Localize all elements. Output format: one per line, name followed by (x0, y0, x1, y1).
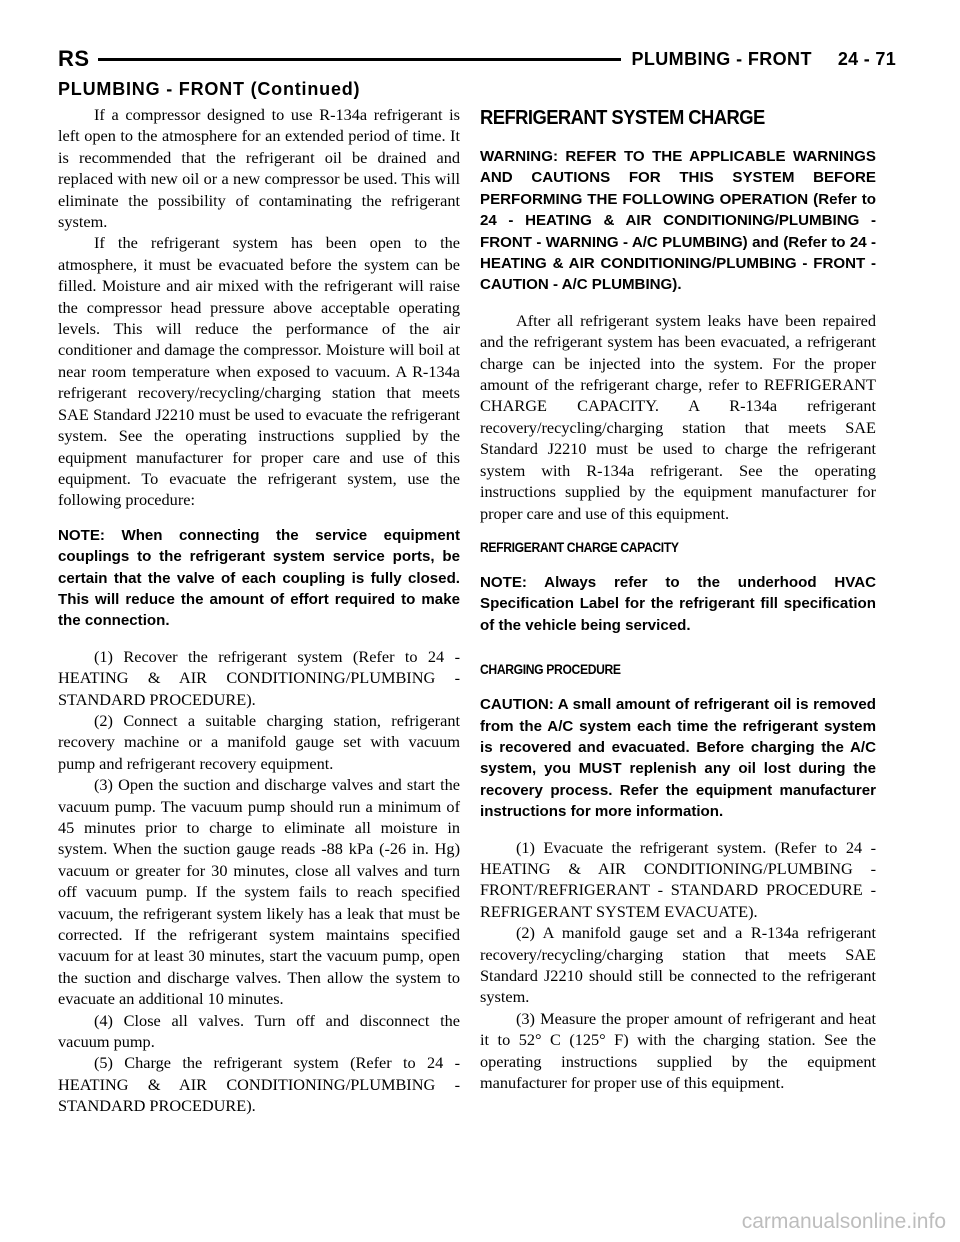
note-box: NOTE: When connecting the service equipment couplings to the refrigerant system service ports, be certain that the valve of each coupling is fully closed. This will reduce the amount of effort required to make the connection. (58, 526, 460, 630)
page-number: 24 - 71 (837, 48, 896, 69)
step-item: (4) Close all valves. Turn off and disconnect the vacuum pump. (58, 1010, 460, 1052)
step-item: (1) Evacuate the refrigerant system. (Refer to 24 - HEATING & AIR CONDITIONING/PLUMBING - FRONT/REFRIGERANT - STANDARD PROCEDURE - REFRIGERANT SYSTEM EVACUATE). (480, 837, 876, 921)
warning-box: WARNING: REFER TO THE APPLICABLE WARNINGS AND CAUTIONS FOR THIS SYSTEM BEFORE PERFORMING THE FOLLOWING OPERATION (Refer to 24 - HEATING & AIR CONDITIONING/PLUMBING - FRONT - WARNING - A/C PLUMBING) and (Refer to 24 - HEATING & AIR CONDITIONING/PLUMBING - FRONT - CAUTION - A/C PLUMBING). (480, 148, 876, 294)
section-code: RS (58, 46, 90, 71)
subheading-capacity: REFRIGERANT CHARGE CAPACITY (480, 539, 679, 555)
page-header (58, 44, 896, 74)
step-item: (2) A manifold gauge set and a R-134a refrigerant recovery/recycling/charging station that meets SAE Standard J2210 should still be connected to the refrigerant system. (480, 923, 876, 1007)
watermark: carmanualsonline.info (741, 1210, 946, 1233)
paragraph: If the refrigerant system has been open to the atmosphere, it must be evacuated before the system can be filled. Moisture and air mixed with the refrigerant will raise the compressor head pressure above acceptable operating levels. This will reduce the performance of the air conditioner and damage the compressor. Moisture will boil at near room temperature when exposed to vacuum. A R-134a refrigerant recovery/recycling/charging station that meets SAE Standard J2210 must be used to evacuate the refrigerant system. See the operating instructions supplied by the equipment manufacturer for proper care and use of this equipment. To evacuate the refrigerant system, use the following procedure: (58, 233, 460, 510)
step-item: (5) Charge the refrigerant system (Refer to 24 - HEATING & AIR CONDITIONING/PLUMBING - STANDARD PROCEDURE). (58, 1053, 460, 1116)
left-column (58, 104, 460, 1117)
step-item: (3) Measure the proper amount of refrigerant and heat it to 52° C (125° F) with the charging station. See the operating instructions supplied by the equipment manufacturer for proper use of this equipment. (480, 1008, 876, 1093)
note-box: NOTE: Always refer to the underhood HVAC Specification Label for the refrigerant fill specification of the vehicle being serviced. (480, 573, 876, 634)
paragraph: After all refrigerant system leaks have been repaired and the refrigerant system has been evacuated, a refrigerant charge can be injected into the system. For the proper amount of the refrigerant charge, refer to REFRIGERANT CHARGE CAPACITY. A R-134a refrigerant recovery/recycling/charging station that meets SAE Standard J2210 must be used to charge the refrigerant system with R-134a refrigerant. See the operating instructions supplied by the equipment manufacturer for proper care and use of this equipment. (480, 310, 876, 523)
step-item: (3) Open the suction and discharge valves and start the vacuum pump. The vacuum pump should run a minimum of 45 minutes prior to charge to eliminate all moisture in system. When the suction gauge reads -88 kPa (-26 in. Hg) vacuum or greater for 30 minutes, close all valves and turn off vacuum pump. If the system fails to reach specified vacuum, the refrigerant system likely has a leak that must be corrected. If the refrigerant system maintains specified vacuum for at least 30 minutes, start the vacuum pump, open the suction and discharge valves. Then allow the system to evacuate an additional 10 minutes. (58, 775, 460, 1009)
caution-box: CAUTION: A small amount of refrigerant oil is removed from the A/C system each time the refrigerant system is recovered and evacuated. Before charging the A/C system, you MUST replenish any oil lost during the recovery process. Refer the equipment manufacturer instructions for more information. (480, 696, 876, 821)
subheading-procedure: CHARGING PROCEDURE (480, 662, 621, 678)
continued-heading: PLUMBING - FRONT (Continued) (58, 79, 361, 99)
paragraph: If a compressor designed to use R-134a refrigerant is left open to the atmosphere for an extended period of time. It is recommended that the refrigerant oil be drained and replaced with new oil or a new compressor be used. This will eliminate the possibility of contaminating the refrigerant system. (58, 105, 460, 232)
step-item: (1) Recover the refrigerant system (Refer to 24 - HEATING & AIR CONDITIONING/PLUMBING - STANDARD PROCEDURE). (58, 646, 460, 709)
section-heading: REFRIGERANT SYSTEM CHARGE (480, 107, 765, 129)
header-title: PLUMBING - FRONT (631, 48, 812, 69)
step-item: (2) Connect a suitable charging station, refrigerant recovery machine or a manifold gauge set with vacuum pump and refrigerant recovery equipment. (58, 710, 460, 773)
header-rule (98, 58, 622, 61)
right-column (480, 104, 876, 1093)
